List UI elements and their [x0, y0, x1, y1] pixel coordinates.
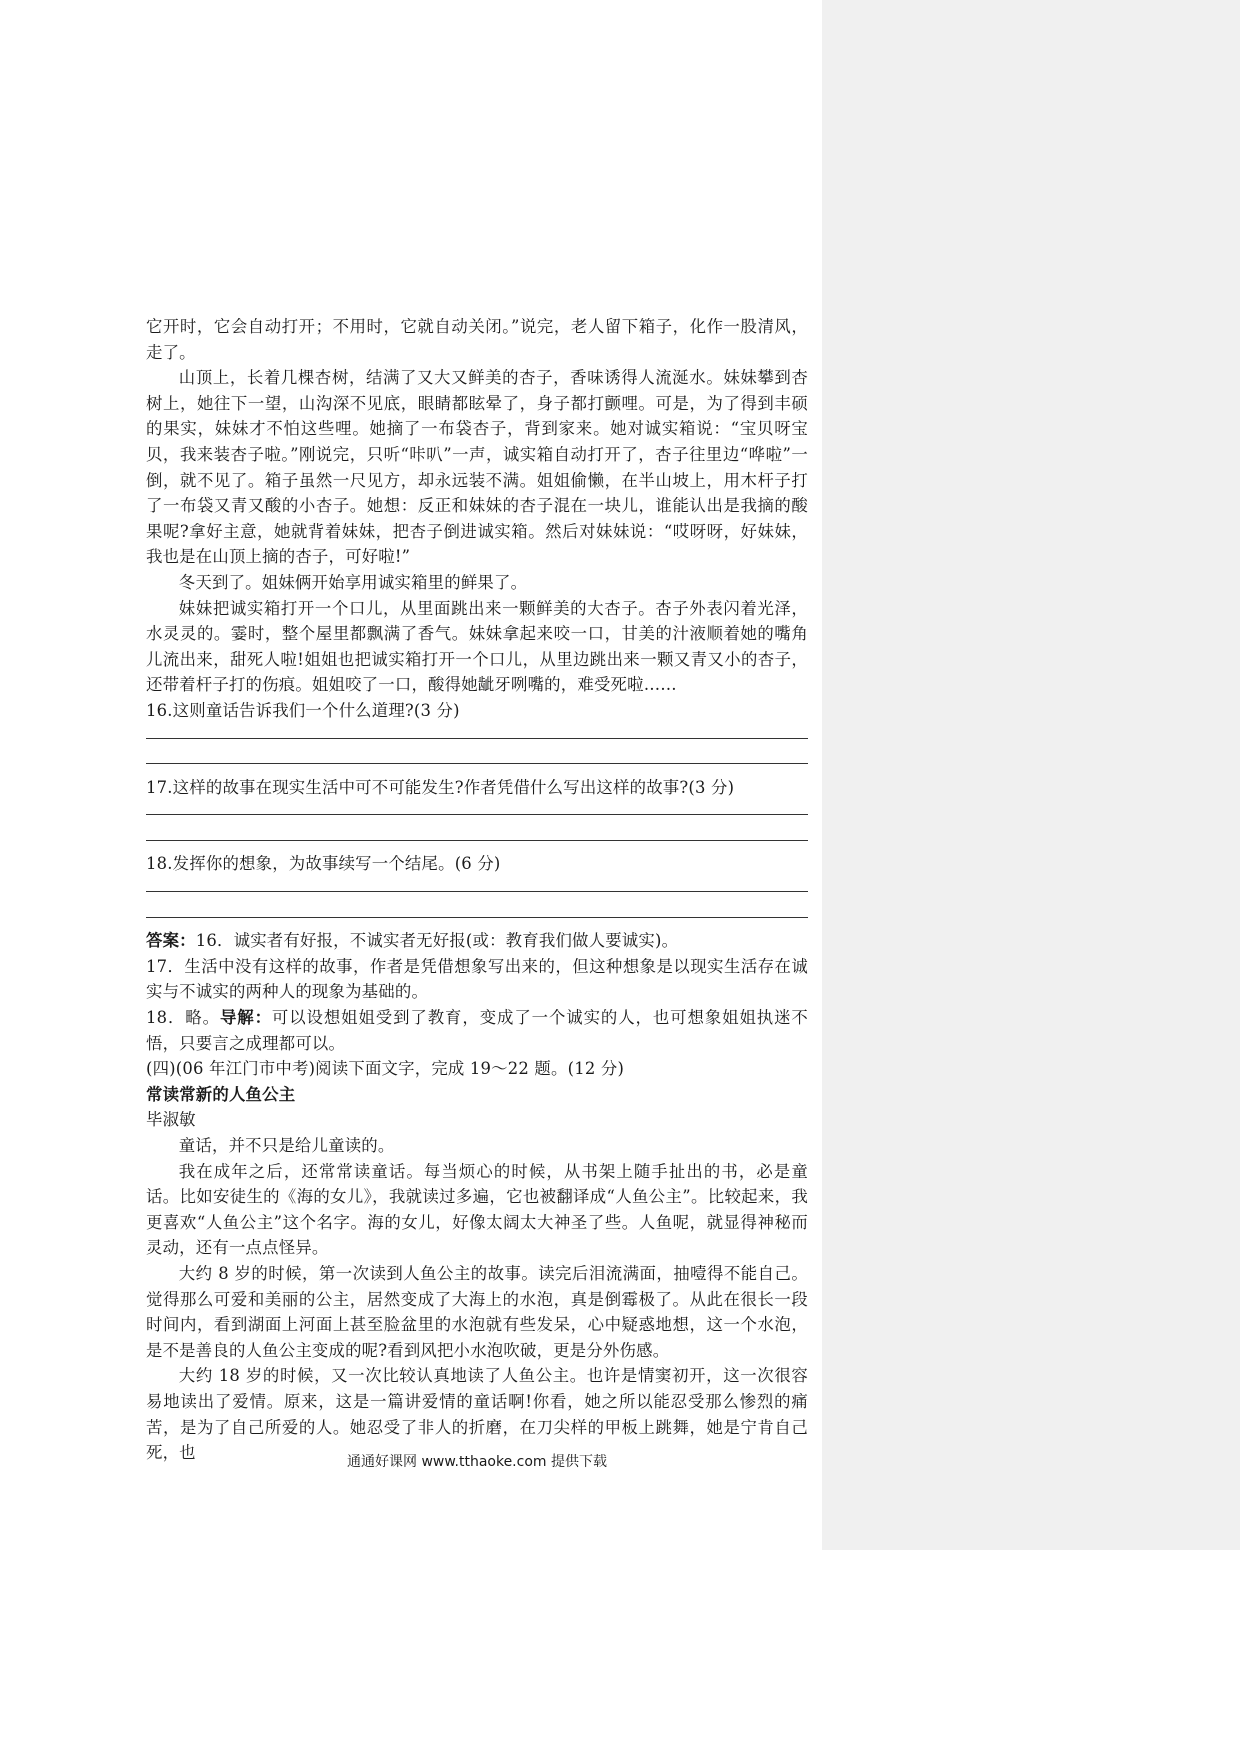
comment-pane	[822, 0, 1240, 1550]
article-title: 常读常新的人鱼公主	[146, 1084, 296, 1104]
answer-line	[146, 749, 808, 775]
question-17: 17.这样的故事在现实生活中可不可能发生?作者凭借什么写出这样的故事?(3 分)	[146, 777, 735, 797]
answer-label: 答案：	[146, 931, 196, 951]
article-paragraph: 大约 8 岁的时候，第一次读到人鱼公主的故事。读完后泪流满面，抽噎得不能自己。觉得那么可爱和美丽的公主，居然变成了大海上的水泡，真是倒霉极了。从此在很长一段时间内，看到湖面上河面上甚至脸盆里的水泡就有些发呆，心中疑惑地想，这一个水泡，是不是善良的人鱼公主变成的呢?看到风把小水泡吹破，更是分外伤感。	[146, 1263, 808, 1360]
guide-label: 导解：	[219, 1008, 272, 1028]
answer-line	[146, 903, 808, 929]
story-paragraph: 山顶上，长着几棵杏树，结满了又大又鲜美的杏子，香味诱得人流涎水。妹妹攀到杏树上，她往下一望，山沟深不见底，眼睛都眩晕了，身子都打颤哩。可是，为了得到丰硕的果实，妹妹才不怕这些哩。她摘了一布袋杏子，背到家来。她对诚实箱说：“宝贝呀宝贝，我来装杏子啦。”刚说完，只听“咔叭”一声，诚实箱自动打开了，杏子往里边“哗啦”一倒，就不见了。箱子虽然一尺见方，却永远装不满。姐姐偷懒，在半山坡上，用木杆子打了一布袋又青又酸的小杏子。她想：反正和妹妹的杏子混在一块儿，谁能认出是我摘的酸果呢?拿好主意，她就背着妹妹，把杏子倒进诚实箱。然后对妹妹说：“哎呀呀，好妹妹，我也是在山顶上摘的杏子，可好啦!”	[146, 368, 808, 567]
section-intro: (四)(06 年江门市中考)阅读下面文字，完成 19～22 题。(12 分)	[146, 1059, 625, 1079]
answer-18	[146, 1005, 808, 1056]
answer-18-prefix: 18．略。	[146, 1008, 220, 1028]
story-paragraph: 妹妹把诚实箱打开一个口儿，从里面跳出来一颗鲜美的大杏子。杏子外表闪着光泽，水灵灵的。霎时，整个屋里都飘满了香气。妹妹拿起来咬一口，甘美的汁液顺着她的嘴角儿流出来，甜死人啦!姐姐也把诚实箱打开一个口儿，从里边跳出来一颗又青又小的杏子，还带着杆子打的伤痕。姐姐咬了一口，酸得她龇牙咧嘴的，难受死啦……	[146, 598, 808, 695]
article-paragraph: 大约 18 岁的时候，又一次比较认真地读了人鱼公主。也许是情窦初开，这一次很容易地读出了爱情。原来，这是一篇讲爱情的童话啊!你看，她之所以能忍受那么惨烈的痛苦，是为了自己所爱的人。她忍受了非人的折磨，在刀尖样的甲板上跳舞，她是宁肯自己死，也	[146, 1366, 808, 1463]
answer-line	[146, 877, 808, 903]
answer-17: 17．生活中没有这样的故事，作者是凭借想象写出来的，但这种想象是以现实生活存在诚实与不诚实的两种人的现象为基础的。	[146, 956, 808, 1002]
answer-line	[146, 800, 808, 826]
question-18: 18.发挥你的想象，为故事续写一个结尾。(6 分)	[146, 854, 501, 874]
answer-16	[146, 928, 808, 954]
story-paragraph: 冬天到了。姐妹俩开始享用诚实箱里的鲜果了。	[178, 572, 528, 592]
answer-18-text: 可以设想姐姐受到了教育，变成了一个诚实的人，也可想象姐姐执迷不悟，只要言之成理都可以。	[146, 1008, 808, 1053]
story-paragraph: 它开时，它会自动打开；不用时，它就自动关闭。”说完，老人留下箱子，化作一股清风，走了。	[146, 317, 808, 362]
answer-line	[146, 724, 808, 750]
article-author: 毕淑敏	[146, 1110, 196, 1130]
article-paragraph: 童话，并不只是给儿童读的。	[178, 1136, 395, 1155]
page-footer: 通通好课网 www.tthaoke.com 提供下载	[347, 1454, 607, 1470]
answer-line	[146, 826, 808, 852]
answer-16-text: 16．诚实者有好报，不诚实者无好报(或：教育我们做人要诚实)。	[195, 931, 679, 951]
document-page	[146, 314, 808, 1466]
article-paragraph: 我在成年之后，还常常读童话。每当烦心的时候，从书架上随手扯出的书，必是童话。比如安徒生的《海的女儿》，我就读过多遍，它也被翻译成“人鱼公主”。比较起来，我更喜欢“人鱼公主”这个名字。海的女儿，好像太阔太大神圣了些。人鱼呢，就显得神秘而灵动，还有一点点怪异。	[146, 1161, 808, 1258]
question-16: 16.这则童话告诉我们一个什么道理?(3 分)	[146, 700, 460, 720]
